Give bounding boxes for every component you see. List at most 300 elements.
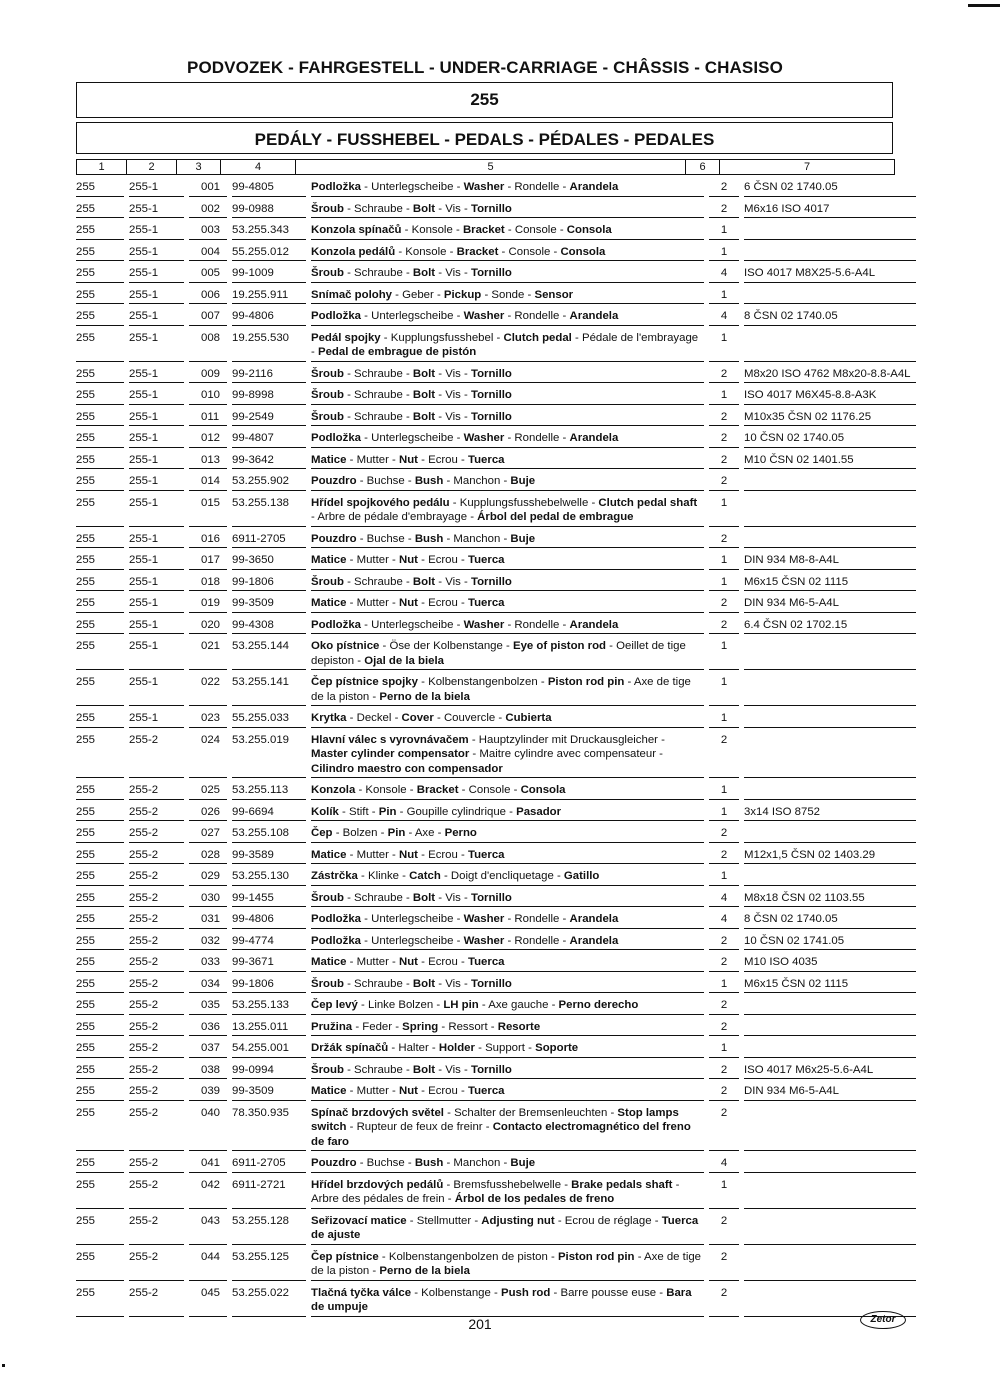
cell-subgroup: 255-2	[129, 805, 184, 822]
description-segment: Snímač polohy	[311, 288, 393, 301]
cell-part-number: 99-3509	[232, 1084, 306, 1101]
cell-quantity: 4	[709, 912, 739, 929]
cell-group: 255	[76, 388, 124, 405]
description-segment: Piston rod pin	[557, 1250, 635, 1263]
description-segment: - Buchse -	[356, 532, 415, 545]
cell-subgroup: 255-1	[129, 553, 184, 570]
description-segment: - Rondelle -	[504, 913, 570, 925]
description-segment: Bolt	[412, 367, 436, 380]
cell-note	[744, 998, 916, 1015]
cell-group: 255	[76, 618, 124, 635]
description-segment: Hřídel spojkového pedálu	[311, 496, 450, 509]
cell-subgroup: 255-1	[129, 367, 184, 384]
cell-description	[311, 575, 704, 592]
description-segment: - Buchse -	[356, 475, 415, 487]
cell-position: 045	[189, 1286, 227, 1317]
cell-quantity: 1	[709, 553, 739, 570]
table-row	[76, 733, 896, 779]
cell-part-number: 19.255.530	[232, 331, 306, 362]
cell-group: 255	[76, 1250, 124, 1281]
cell-position: 031	[189, 912, 227, 929]
description-segment: Spínač brzdových světel	[311, 1106, 444, 1119]
description-segment: Šroub	[311, 1063, 344, 1076]
description-segment: Nut	[398, 848, 418, 861]
table-row	[76, 202, 896, 219]
description-segment: Čep pístnice spojky	[311, 676, 418, 688]
description-segment: LH pin	[443, 999, 479, 1011]
description-segment: Bolt	[412, 891, 436, 904]
description-segment: - Ecrou -	[417, 1085, 468, 1097]
description-segment: Washer	[463, 913, 505, 925]
cell-description	[311, 453, 704, 470]
cell-quantity: 1	[709, 223, 739, 240]
description-segment: Matice	[311, 597, 347, 609]
cell-position: 004	[189, 245, 227, 262]
cell-part-number: 19.255.911	[232, 288, 306, 305]
description-segment: - Axe de tige de la piston -	[311, 1250, 702, 1277]
table-row	[76, 1020, 896, 1037]
cell-description	[311, 1084, 704, 1101]
cell-part-number: 99-2549	[232, 410, 306, 427]
cell-position: 021	[189, 639, 227, 670]
cell-part-number: 53.255.138	[232, 496, 306, 527]
cell-note	[744, 223, 916, 240]
description-segment: - Unterlegscheibe -	[361, 310, 464, 322]
description-segment: - Console -	[458, 784, 521, 796]
cell-note: DIN 934 M6-5-A4L	[744, 596, 916, 613]
table-row	[76, 596, 896, 613]
cell-subgroup: 255-1	[129, 245, 184, 262]
cell-quantity: 2	[709, 202, 739, 219]
cell-subgroup: 255-2	[129, 1084, 184, 1101]
description-segment: Bolt	[412, 389, 436, 401]
description-segment: Šroub	[311, 367, 344, 380]
cell-subgroup: 255-1	[129, 532, 184, 549]
description-segment: Krytka	[311, 712, 347, 724]
cell-subgroup: 255-2	[129, 891, 184, 908]
cell-note	[744, 245, 916, 262]
cell-position: 034	[189, 977, 227, 994]
description-segment: Tornillo	[470, 891, 512, 904]
description-segment: Zástrčka	[311, 870, 358, 882]
cell-quantity: 1	[709, 331, 739, 362]
section-number: 255	[76, 82, 893, 118]
cell-group: 255	[76, 596, 124, 613]
cell-subgroup: 255-1	[129, 266, 184, 283]
cell-description	[311, 1063, 704, 1080]
description-segment: Resorte	[497, 1020, 541, 1033]
description-segment: Consola	[520, 784, 566, 796]
description-segment: Washer	[463, 310, 505, 322]
description-segment: - Schalter der Bremsenleuchten -	[443, 1106, 618, 1119]
cell-note: 8 ČSN 02 1740.05	[744, 912, 916, 929]
cell-group: 255	[76, 1063, 124, 1080]
cell-position: 009	[189, 367, 227, 384]
cell-part-number: 55.255.012	[232, 245, 306, 262]
table-row	[76, 1178, 896, 1209]
description-segment: - Rondelle -	[504, 618, 570, 631]
cell-part-number: 99-3671	[232, 955, 306, 972]
cell-quantity: 1	[709, 869, 739, 886]
cell-note: M8x20 ISO 4762 M8x20-8.8-A4L	[744, 367, 916, 384]
cell-description	[311, 955, 704, 972]
cell-quantity: 2	[709, 474, 739, 491]
cell-subgroup: 255-2	[129, 826, 184, 843]
description-segment: Tlačná tyčka válce	[311, 1286, 412, 1299]
cell-description	[311, 639, 704, 670]
description-segment: Washer	[463, 934, 505, 947]
cell-note	[744, 331, 916, 362]
cell-subgroup: 255-1	[129, 474, 184, 491]
cell-group: 255	[76, 1156, 124, 1173]
description-segment: - Vis -	[435, 367, 471, 380]
cell-part-number: 99-1009	[232, 266, 306, 283]
cell-note: DIN 934 M6-5-A4L	[744, 1084, 916, 1101]
description-segment: Tornillo	[470, 202, 512, 215]
cell-part-number: 54.255.001	[232, 1041, 306, 1058]
description-segment: - Maitre cylindre avec compensateur -	[469, 748, 663, 760]
cell-description	[311, 288, 704, 305]
description-segment: Washer	[463, 432, 505, 444]
description-segment: Holder	[438, 1042, 475, 1054]
description-segment: - Unterlegscheibe -	[361, 934, 464, 947]
description-segment: - Vis -	[435, 389, 471, 401]
cell-group: 255	[76, 453, 124, 470]
description-segment: - Hauptzylinder mit Druckausgleicher -	[468, 733, 665, 746]
cell-subgroup: 255-1	[129, 180, 184, 197]
cell-quantity: 1	[709, 675, 739, 706]
table-row	[76, 977, 896, 994]
cell-note: M10 ČSN 02 1401.55	[744, 453, 916, 470]
description-segment: Nut	[398, 453, 418, 466]
description-segment: Držák spínačů	[311, 1042, 389, 1054]
table-row	[76, 1063, 896, 1080]
cell-description	[311, 202, 704, 219]
cell-quantity: 2	[709, 1106, 739, 1152]
description-segment: Tornillo	[470, 1063, 512, 1076]
description-segment: Master cylinder compensator	[311, 748, 470, 760]
section-subtitle: PEDÁLY - FUSSHEBEL - PEDALS - PÉDALES - PEDALES	[76, 122, 893, 154]
description-segment: Buje	[510, 532, 536, 545]
cell-group: 255	[76, 805, 124, 822]
cell-group: 255	[76, 575, 124, 592]
description-segment: - Mutter -	[346, 554, 399, 566]
cell-position: 038	[189, 1063, 227, 1080]
cell-position: 036	[189, 1020, 227, 1037]
description-segment: Árbol de los pedales de freno	[454, 1193, 615, 1205]
description-segment: Adjusting nut	[481, 1214, 555, 1227]
cell-description	[311, 331, 704, 362]
table-row	[76, 826, 896, 843]
description-segment: Šroub	[311, 389, 344, 401]
column-header: 4	[221, 160, 296, 175]
description-segment: Šroub	[311, 410, 344, 423]
cell-quantity: 1	[709, 575, 739, 592]
table-row	[76, 1106, 896, 1152]
cell-group: 255	[76, 955, 124, 972]
description-segment: - Kolbenstange -	[411, 1286, 501, 1299]
description-segment: Arandela	[569, 432, 619, 444]
cell-subgroup: 255-2	[129, 977, 184, 994]
cell-part-number: 99-3509	[232, 596, 306, 613]
cell-subgroup: 255-2	[129, 1106, 184, 1152]
cell-quantity: 2	[709, 1286, 739, 1317]
description-segment: - Goupille cylindrique -	[396, 805, 517, 818]
cell-part-number: 99-6694	[232, 805, 306, 822]
description-segment: - Buchse -	[356, 1157, 415, 1169]
cell-group: 255	[76, 977, 124, 994]
cell-subgroup: 255-1	[129, 410, 184, 427]
cell-note	[744, 711, 916, 728]
cell-part-number: 99-4807	[232, 431, 306, 448]
description-segment: Clutch pedal	[503, 331, 572, 344]
page-title: PODVOZEK - FAHRGESTELL - UNDER-CARRIAGE - CHÂSSIS - CHASISO	[187, 58, 783, 77]
cell-quantity: 1	[709, 388, 739, 405]
description-segment: Spring	[402, 1020, 439, 1033]
description-segment: Šroub	[311, 202, 344, 215]
description-segment: - Doigt d'encliquetage -	[440, 870, 564, 882]
cell-group: 255	[76, 266, 124, 283]
cell-note	[744, 783, 916, 800]
cell-position: 008	[189, 331, 227, 362]
cell-group: 255	[76, 1041, 124, 1058]
cell-position: 028	[189, 848, 227, 865]
cell-subgroup: 255-2	[129, 1214, 184, 1245]
description-segment: - Vis -	[435, 410, 471, 423]
cell-group: 255	[76, 331, 124, 362]
cell-group: 255	[76, 1020, 124, 1037]
cell-part-number: 53.255.108	[232, 826, 306, 843]
description-segment: - Vis -	[435, 977, 471, 990]
table-row	[76, 934, 896, 951]
cell-position: 019	[189, 596, 227, 613]
description-segment: - Konsole -	[355, 784, 417, 796]
description-segment: Matice	[311, 848, 347, 861]
cell-subgroup: 255-2	[129, 848, 184, 865]
cell-group: 255	[76, 848, 124, 865]
cell-note: M6x16 ISO 4017	[744, 202, 916, 219]
cell-description	[311, 474, 704, 491]
table-row	[76, 410, 896, 427]
cell-subgroup: 255-2	[129, 1286, 184, 1317]
cell-description	[311, 532, 704, 549]
description-segment: Eye of piston rod	[512, 640, 607, 652]
cell-description	[311, 1286, 704, 1317]
cell-part-number: 99-0988	[232, 202, 306, 219]
description-segment: Bracket	[416, 784, 459, 796]
description-segment: - Schraube -	[343, 575, 413, 588]
description-segment: Pickup	[443, 288, 482, 301]
cell-position: 002	[189, 202, 227, 219]
description-segment: - Öse der Kolbenstange -	[379, 640, 513, 652]
table-row	[76, 618, 896, 635]
column-header: 3	[177, 160, 221, 175]
description-segment: Consola	[566, 224, 612, 236]
cell-group: 255	[76, 553, 124, 570]
table-row	[76, 1286, 896, 1317]
description-segment: Bolt	[412, 202, 436, 215]
description-segment: Soporte	[535, 1042, 579, 1054]
description-segment: Tornillo	[470, 267, 512, 279]
description-segment: - Schraube -	[343, 367, 413, 380]
cell-group: 255	[76, 1286, 124, 1317]
cell-subgroup: 255-2	[129, 869, 184, 886]
description-segment: Oko pístnice	[311, 640, 380, 652]
description-segment: - Schraube -	[343, 389, 413, 401]
cell-part-number: 99-1455	[232, 891, 306, 908]
cell-description	[311, 977, 704, 994]
table-row	[76, 532, 896, 549]
table-row	[76, 1156, 896, 1173]
description-segment: Seřizovací matice	[311, 1214, 407, 1227]
description-segment: Šroub	[311, 977, 344, 990]
cell-subgroup: 255-2	[129, 1020, 184, 1037]
cell-note: M8x18 ČSN 02 1103.55	[744, 891, 916, 908]
cell-quantity: 2	[709, 410, 739, 427]
description-segment: Tornillo	[470, 575, 512, 588]
cell-note	[744, 826, 916, 843]
cell-description	[311, 998, 704, 1015]
cell-subgroup: 255-1	[129, 309, 184, 326]
cell-part-number: 99-4806	[232, 309, 306, 326]
cell-quantity: 2	[709, 618, 739, 635]
table-row	[76, 553, 896, 570]
description-segment: - Arbre des pédales de frein -	[311, 1178, 680, 1205]
cell-note: 3x14 ISO 8752	[744, 805, 916, 822]
cell-description	[311, 410, 704, 427]
cell-group: 255	[76, 245, 124, 262]
description-segment: - Vis -	[435, 575, 471, 588]
cell-position: 040	[189, 1106, 227, 1152]
cell-note: M6x15 ČSN 02 1115	[744, 977, 916, 994]
description-segment: Pin	[378, 805, 397, 818]
table-row	[76, 639, 896, 670]
cell-quantity: 2	[709, 1020, 739, 1037]
cell-quantity: 4	[709, 266, 739, 283]
cell-quantity: 2	[709, 1214, 739, 1245]
cell-group: 255	[76, 1214, 124, 1245]
cell-note: 6 ČSN 02 1740.05	[744, 180, 916, 197]
cell-group: 255	[76, 1178, 124, 1209]
cell-subgroup: 255-2	[129, 934, 184, 951]
cell-subgroup: 255-1	[129, 575, 184, 592]
cell-quantity: 2	[709, 431, 739, 448]
description-segment: Matice	[311, 453, 347, 466]
description-segment: Bracket	[456, 245, 499, 258]
cell-description	[311, 805, 704, 822]
description-segment: Árbol del pedal de embrague	[477, 511, 634, 523]
description-segment: Šroub	[311, 575, 344, 588]
description-segment: Pin	[387, 827, 406, 839]
cell-quantity: 4	[709, 891, 739, 908]
cell-note: 8 ČSN 02 1740.05	[744, 309, 916, 326]
description-segment: Catch	[409, 870, 441, 882]
description-segment: - Console -	[504, 224, 567, 236]
cell-subgroup: 255-1	[129, 453, 184, 470]
column-header-row	[76, 159, 895, 175]
cell-position: 018	[189, 575, 227, 592]
cell-description	[311, 1156, 704, 1173]
page-number: 201	[468, 1316, 492, 1332]
cell-group: 255	[76, 180, 124, 197]
cell-subgroup: 255-1	[129, 675, 184, 706]
cell-description	[311, 1041, 704, 1058]
cell-subgroup: 255-2	[129, 1041, 184, 1058]
cell-note	[744, 1041, 916, 1058]
cell-description	[311, 711, 704, 728]
table-row	[76, 1084, 896, 1101]
description-segment: - Ecrou -	[417, 956, 468, 968]
cell-position: 007	[189, 309, 227, 326]
cell-position: 023	[189, 711, 227, 728]
cell-subgroup: 255-1	[129, 596, 184, 613]
description-segment: Contacto electromagnético del freno de faro	[311, 1121, 691, 1148]
cell-group: 255	[76, 934, 124, 951]
cell-group: 255	[76, 711, 124, 728]
description-segment: - Unterlegscheibe -	[361, 913, 464, 925]
description-segment: Nut	[398, 1085, 418, 1097]
description-segment: - Oeillet de tige depiston -	[311, 640, 686, 667]
cell-note: 10 ČSN 02 1741.05	[744, 934, 916, 951]
cell-note: ISO 4017 M6X45-8.8-A3K	[744, 388, 916, 405]
cell-group: 255	[76, 496, 124, 527]
cell-position: 020	[189, 618, 227, 635]
description-segment: - Rondelle -	[504, 934, 570, 947]
table-row	[76, 431, 896, 448]
description-segment: - Manchon -	[443, 1157, 511, 1169]
cell-position: 022	[189, 675, 227, 706]
cell-position: 006	[189, 288, 227, 305]
cell-quantity: 2	[709, 998, 739, 1015]
description-segment: Nut	[398, 554, 418, 566]
description-segment: Bush	[414, 1157, 444, 1169]
table-row	[76, 453, 896, 470]
table-row	[76, 783, 896, 800]
cell-quantity: 2	[709, 1250, 739, 1281]
description-segment: - Vis -	[435, 891, 471, 904]
cell-part-number: 99-3650	[232, 553, 306, 570]
cell-quantity: 2	[709, 1063, 739, 1080]
cell-note	[744, 1214, 916, 1245]
cell-group: 255	[76, 474, 124, 491]
cell-description	[311, 826, 704, 843]
cell-subgroup: 255-1	[129, 331, 184, 362]
description-segment: Gatillo	[563, 870, 600, 882]
cell-part-number: 13.255.011	[232, 1020, 306, 1037]
cell-position: 005	[189, 266, 227, 283]
description-segment: Matice	[311, 554, 347, 566]
description-segment: Stop lamps switch	[311, 1106, 679, 1133]
cell-description	[311, 618, 704, 635]
description-segment: - Klinke -	[357, 870, 410, 882]
table-row	[76, 223, 896, 240]
description-segment: Čep	[311, 827, 333, 839]
cell-group: 255	[76, 410, 124, 427]
description-segment: Kolík	[311, 805, 339, 818]
cell-quantity: 2	[709, 453, 739, 470]
cell-note	[744, 639, 916, 670]
cell-part-number: 78.350.935	[232, 1106, 306, 1152]
cell-position: 001	[189, 180, 227, 197]
cell-part-number: 6911-2721	[232, 1178, 306, 1209]
cell-group: 255	[76, 733, 124, 779]
cell-part-number: 99-4805	[232, 180, 306, 197]
description-segment: - Schraube -	[343, 977, 413, 990]
description-segment: Washer	[463, 181, 505, 193]
cell-description	[311, 245, 704, 262]
table-row	[76, 180, 896, 197]
description-segment: - Ecrou -	[417, 848, 468, 861]
